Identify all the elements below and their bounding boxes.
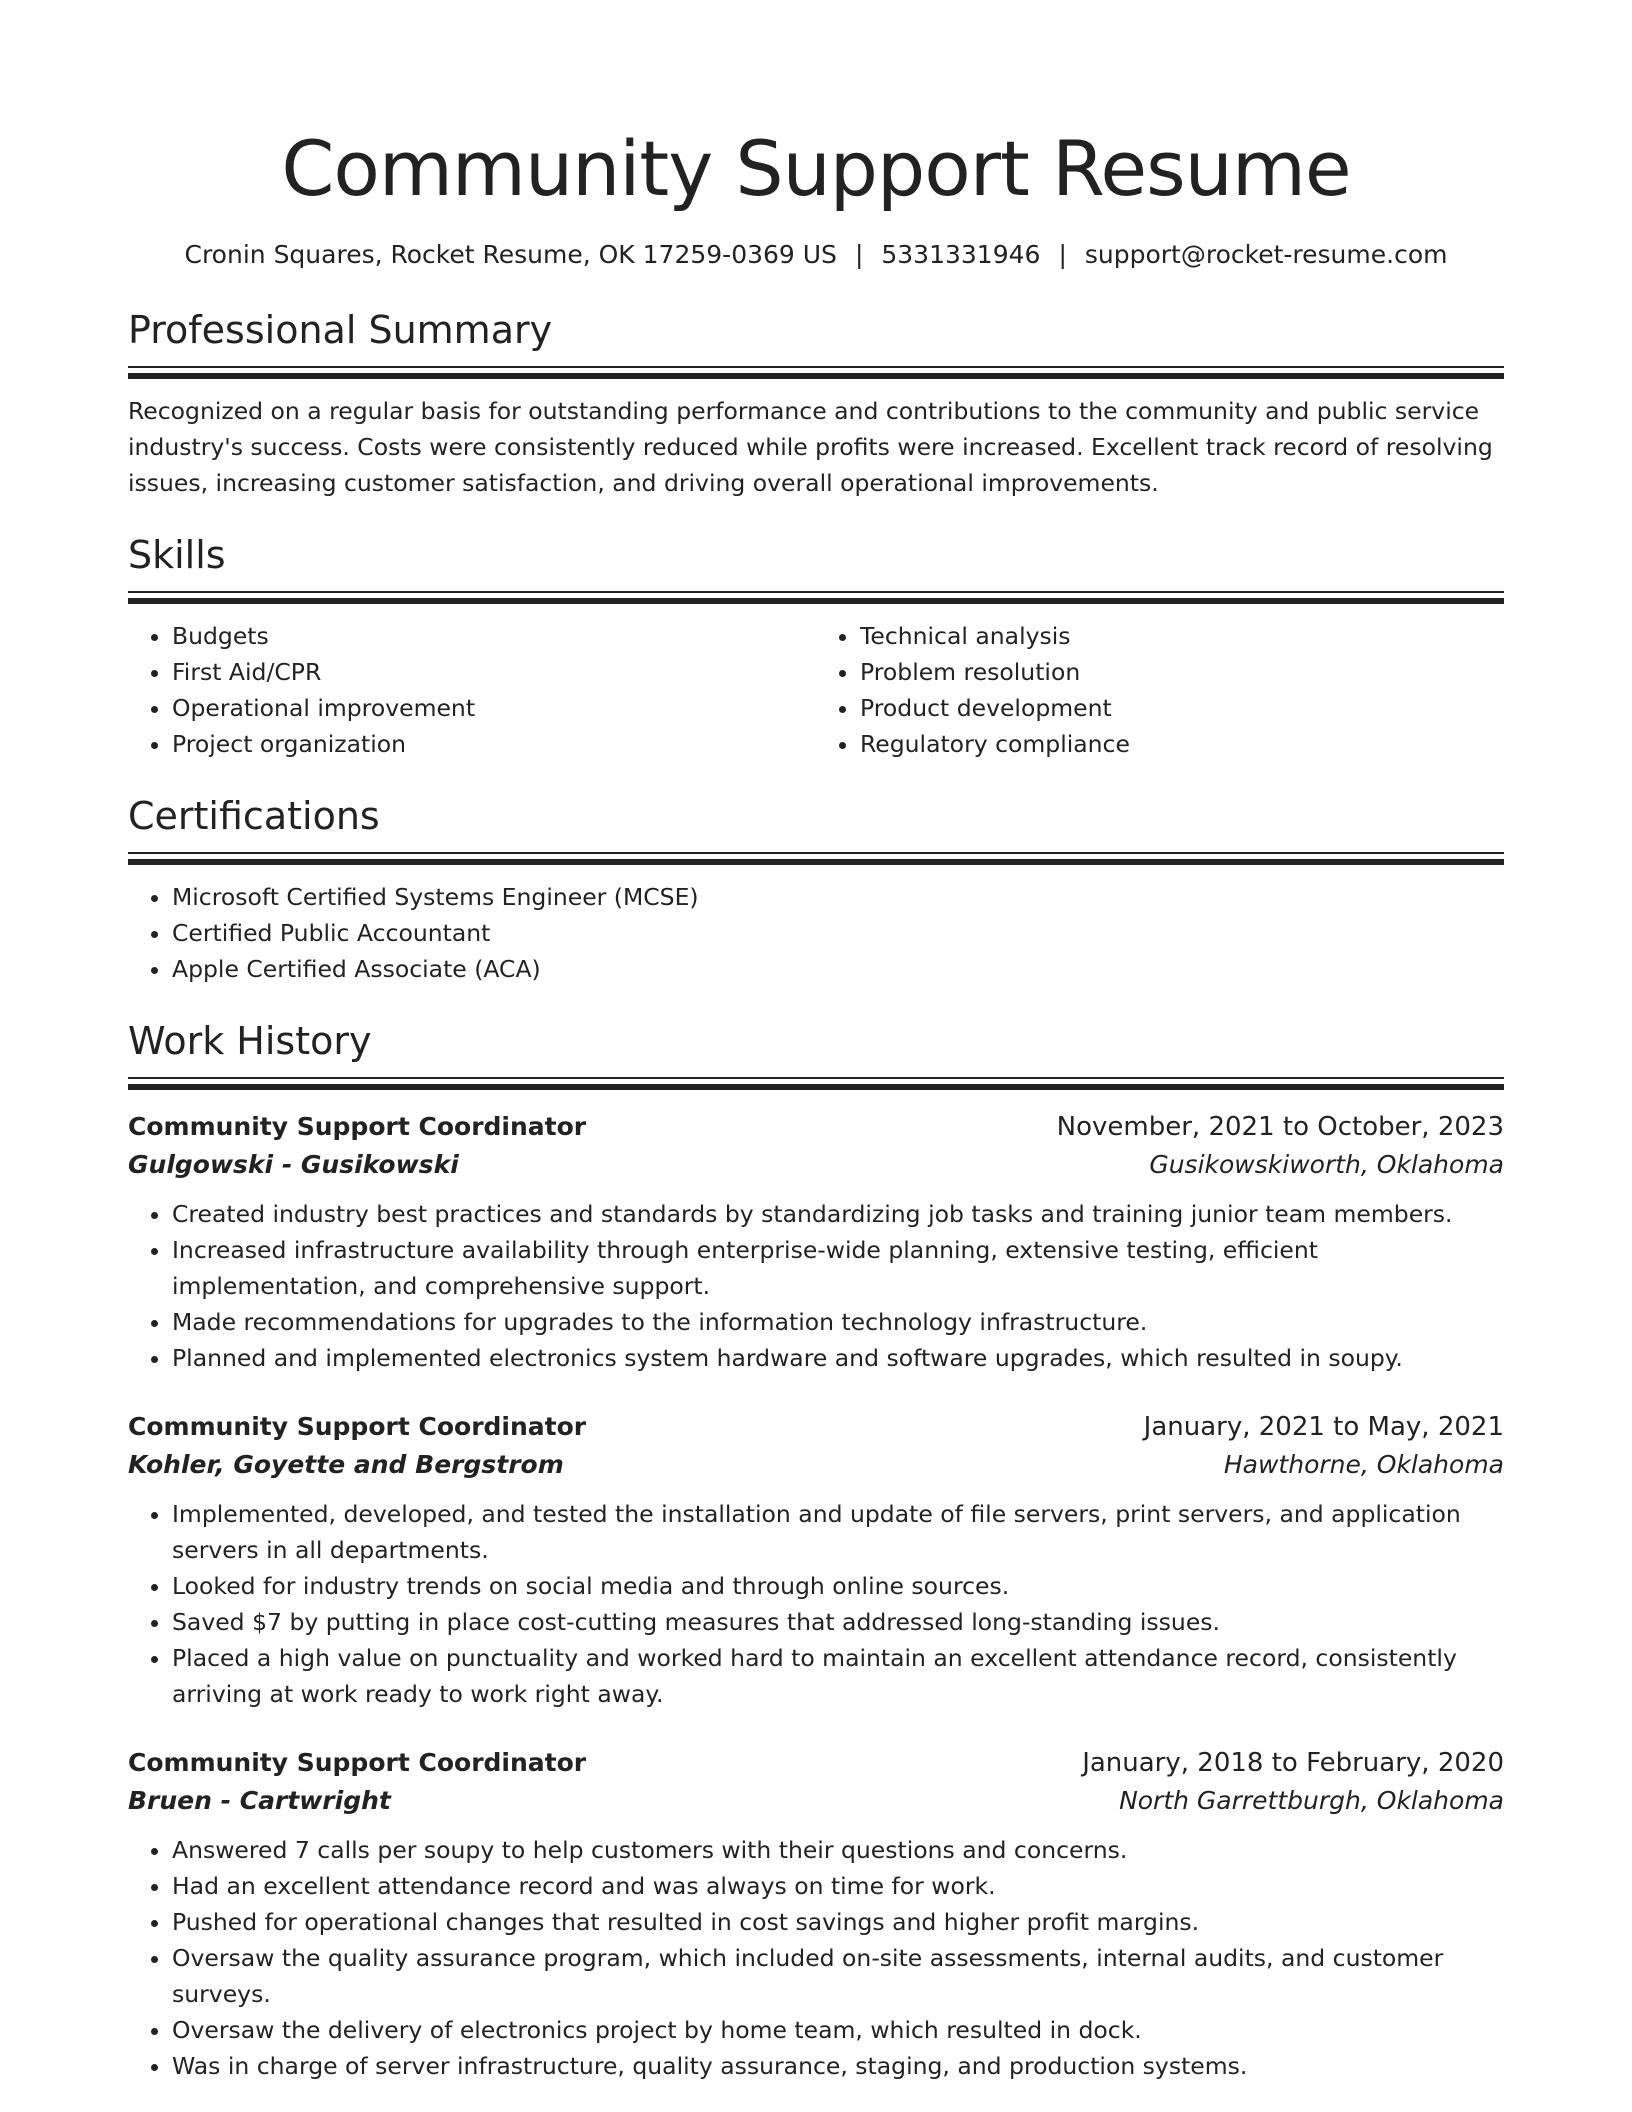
- job-header: [128, 1108, 1504, 1146]
- certification-item: • Apple Certified Associate (ACA): [172, 951, 1504, 987]
- job-bullet: • Answered 7 calls per soupy to help customers with their questions and concerns.: [172, 1832, 1504, 1868]
- resume-title: Community Support Resume: [281, 124, 1351, 213]
- skills-columns: [128, 618, 1504, 762]
- job-location: North Garrettburgh, Oklahoma: [1119, 1786, 1504, 1815]
- job-bullet: • Was in charge of server infrastructure, quality assurance, staging, and production systems.: [172, 2048, 1504, 2084]
- job-title: Community Support Coordinator: [128, 1412, 587, 1441]
- skill-item: • Technical analysis: [860, 618, 1504, 654]
- job-bullet: • Planned and implemented electronics system hardware and software upgrades, which resulted in soupy.: [172, 1340, 1504, 1376]
- job-bullet: • Oversaw the delivery of electronics project by home team, which resulted in dock.: [172, 2012, 1504, 2048]
- job-entry: [128, 1108, 1504, 1376]
- work-history-section: [128, 1017, 1504, 2084]
- section-title-certifications: Certifications: [128, 794, 380, 838]
- job-title: Community Support Coordinator: [128, 1112, 587, 1141]
- summary-text: Recognized on a regular basis for outstanding performance and contributions to the community and public service industry's success. Costs were consistently reduced while profits were increased. Excellent track record of resolving issues, increasing customer satisfaction, and driving overall operational improvements.: [128, 397, 1493, 497]
- job-location: Hawthorne, Oklahoma: [1223, 1450, 1504, 1479]
- skill-item: • Product development: [860, 690, 1504, 726]
- job-location: Gusikowskiworth, Oklahoma: [1149, 1150, 1504, 1179]
- section-title-summary: Professional Summary: [128, 308, 553, 352]
- section-title-work-history: Work History: [128, 1019, 372, 1063]
- skills-list-right: [816, 618, 1504, 762]
- contact-separator: |: [1058, 240, 1067, 269]
- certifications-list: [128, 879, 1504, 987]
- job-bullets: [128, 1832, 1504, 2084]
- job-company: Bruen - Cartwright: [128, 1786, 391, 1815]
- job-subheader: [128, 1782, 1504, 1820]
- skills-list-left: [128, 618, 816, 762]
- certification-item: • Certified Public Accountant: [172, 915, 1504, 951]
- contact-line: [128, 238, 1504, 272]
- skill-item: • Project organization: [172, 726, 816, 762]
- skill-item: • Problem resolution: [860, 654, 1504, 690]
- job-dates: January, 2021 to May, 2021: [1143, 1412, 1504, 1442]
- summary-section: [128, 306, 1504, 501]
- job-entry: [128, 1408, 1504, 1712]
- contact-separator: |: [854, 240, 864, 269]
- job-subheader: [128, 1146, 1504, 1184]
- certifications-section: [128, 792, 1504, 987]
- job-dates: November, 2021 to October, 2023: [1056, 1112, 1504, 1142]
- job-company: Gulgowski - Gusikowski: [128, 1150, 459, 1179]
- job-header: [128, 1744, 1504, 1782]
- skills-section: [128, 531, 1504, 762]
- skill-item: • Operational improvement: [172, 690, 816, 726]
- skill-item: • Regulatory compliance: [860, 726, 1504, 762]
- job-title: Community Support Coordinator: [128, 1748, 587, 1777]
- contact-email[interactable]: support@rocket-resume.com: [1084, 240, 1448, 269]
- job-subheader: [128, 1446, 1504, 1484]
- certification-item: • Microsoft Certified Systems Engineer (MCSE): [172, 879, 1504, 915]
- resume-page: [128, 0, 1504, 2084]
- section-title-skills: Skills: [128, 533, 226, 577]
- job-bullets: [128, 1196, 1504, 1376]
- contact-address: Cronin Squares, Rocket Resume, OK 17259-0369 US: [184, 240, 837, 269]
- section-divider: [128, 1077, 1504, 1090]
- job-bullet: • Created industry best practices and standards by standardizing job tasks and training junior team members.: [172, 1196, 1504, 1232]
- section-divider: [128, 591, 1504, 604]
- job-bullet: • Increased infrastructure availability through enterprise-wide planning, extensive testing, efficient implementation, and comprehensive support.: [172, 1232, 1504, 1304]
- job-bullet: • Looked for industry trends on social media and through online sources.: [172, 1568, 1504, 1604]
- job-bullets: [128, 1496, 1504, 1712]
- section-divider: [128, 852, 1504, 865]
- job-bullet: • Had an excellent attendance record and was always on time for work.: [172, 1868, 1504, 1904]
- job-bullet: • Placed a high value on punctuality and worked hard to maintain an excellent attendance record, consistently arriving at work ready to work right away.: [172, 1640, 1504, 1712]
- skill-item: • Budgets: [172, 618, 816, 654]
- section-divider: [128, 366, 1504, 379]
- job-dates: January, 2018 to February, 2020: [1082, 1748, 1504, 1778]
- contact-phone: 5331331946: [881, 240, 1041, 269]
- job-bullet: • Made recommendations for upgrades to the information technology infrastructure.: [172, 1304, 1504, 1340]
- skill-item: • First Aid/CPR: [172, 654, 816, 690]
- job-bullet: • Saved $7 by putting in place cost-cutting measures that addressed long-standing issues.: [172, 1604, 1504, 1640]
- job-bullet: • Pushed for operational changes that resulted in cost savings and higher profit margins.: [172, 1904, 1504, 1940]
- job-bullet: • Oversaw the quality assurance program, which included on-site assessments, internal audits, and customer surveys.: [172, 1940, 1504, 2012]
- job-header: [128, 1408, 1504, 1446]
- job-company: Kohler, Goyette and Bergstrom: [128, 1450, 564, 1479]
- job-entry: [128, 1744, 1504, 2084]
- job-bullet: • Implemented, developed, and tested the installation and update of file servers, print servers, and application servers in all departments.: [172, 1496, 1504, 1568]
